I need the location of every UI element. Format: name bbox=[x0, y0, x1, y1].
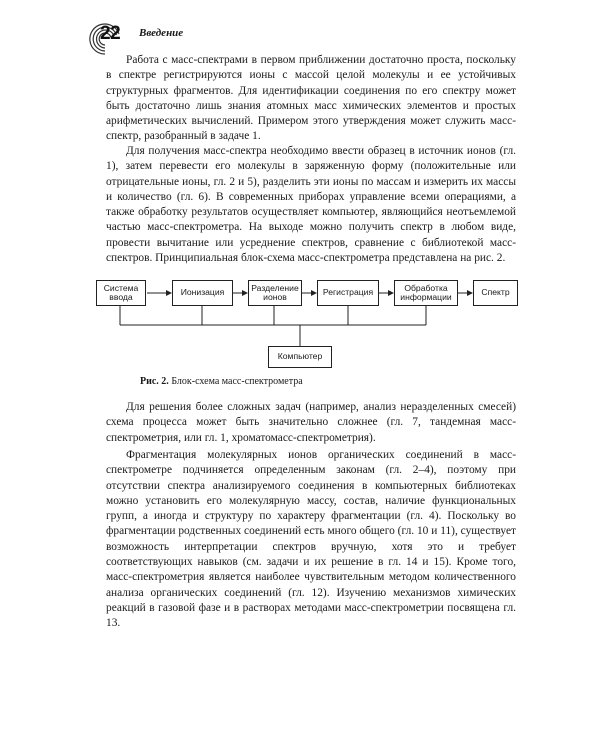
section-title: Введение bbox=[139, 27, 184, 39]
box-processing: Обработка информации bbox=[394, 280, 458, 306]
box-spectrum: Спектр bbox=[473, 280, 518, 306]
paragraph: Для решения более сложных задач (например, анализ неразделенных смесей) схема процесса может быть значительно сложнее (гл. 7, тандемная масс-спектрометрия, или гл. 1, хроматомасс-спектрометрия). bbox=[106, 401, 516, 444]
text-block-intro bbox=[106, 53, 516, 145]
paragraph: Работа с масс-спектрами в первом приближении достаточно проста, поскольку в спектре регистрируются ионы с массой целой молекулы и ее устойчивых структурных фрагментов. Для идентификации соединения по его спектру может быть достаточно лишь знания атомных масс химических элементов и простых арифметических вычислений. Примером этого утверждения может служить масс-спектр, разобранный в задаче 1. bbox=[106, 54, 516, 143]
figure-caption bbox=[140, 376, 303, 387]
text-block-fragmentation bbox=[106, 448, 516, 632]
box-registration: Регистрация bbox=[317, 280, 379, 306]
box-computer: Компьютер bbox=[268, 346, 332, 368]
block-diagram bbox=[94, 272, 524, 372]
text-block-process bbox=[106, 144, 516, 266]
text-block-complex bbox=[106, 400, 516, 446]
figure-label: Рис. 2. bbox=[140, 376, 169, 387]
page-number: 22 bbox=[100, 23, 121, 44]
box-ionization: Ионизация bbox=[172, 280, 233, 306]
box-system-input: Система ввода bbox=[96, 280, 146, 306]
box-separation: Разделение ионов bbox=[248, 280, 302, 306]
figure-caption-text: Блок-схема масс-спектрометра bbox=[171, 376, 303, 387]
paragraph: Для получения масс-спектра необходимо ввести образец в источник ионов (гл. 1), затем перевести его молекулы в заряженную форму (положительные или отрицательные ионы, гл. 2 и 5), разделить эти ионы по массам и измерить их массы и количество (гл. 6). В современных приборах управление всеми операциями, а также обработку результатов осуществляет компьютер, являющийся неотъемлемой частью масс-спектрометра. На выходе можно получить спектр в любом виде, провести вычитание или усреднение спектров, сравнение с библиотекой масс-спектров. Принципиальная блок-схема масс-спектрометра представлена на рис. 2. bbox=[106, 145, 516, 265]
paragraph: Фрагментация молекулярных ионов органических соединений в масс-спектрометре подчиняется определенным законам (гл. 2–4), поэтому при отсутствии спектра анализируемого соединения в компьютерных библиотеках можно установить его молекулярную массу, состав, наличие функциональных групп, а иногда и структуру по характеру фрагментации (гл. 4). Поскольку во фрагментации родственных соединений есть много общего (гл. 10 и 11), существует возможность интерпретации спектров вручную, хотя это и требует соответствующих навыков (см. задачи и их решение в гл. 14 и 15). Кроме того, масс-спектрометрия является наиболее чувствительным методом количественного анализа органических соединений (гл. 12). Изучению механизмов химических реакций в газовой фазе и в растворах методами масс-спектрометрии посвящена гл. 13. bbox=[106, 449, 516, 630]
